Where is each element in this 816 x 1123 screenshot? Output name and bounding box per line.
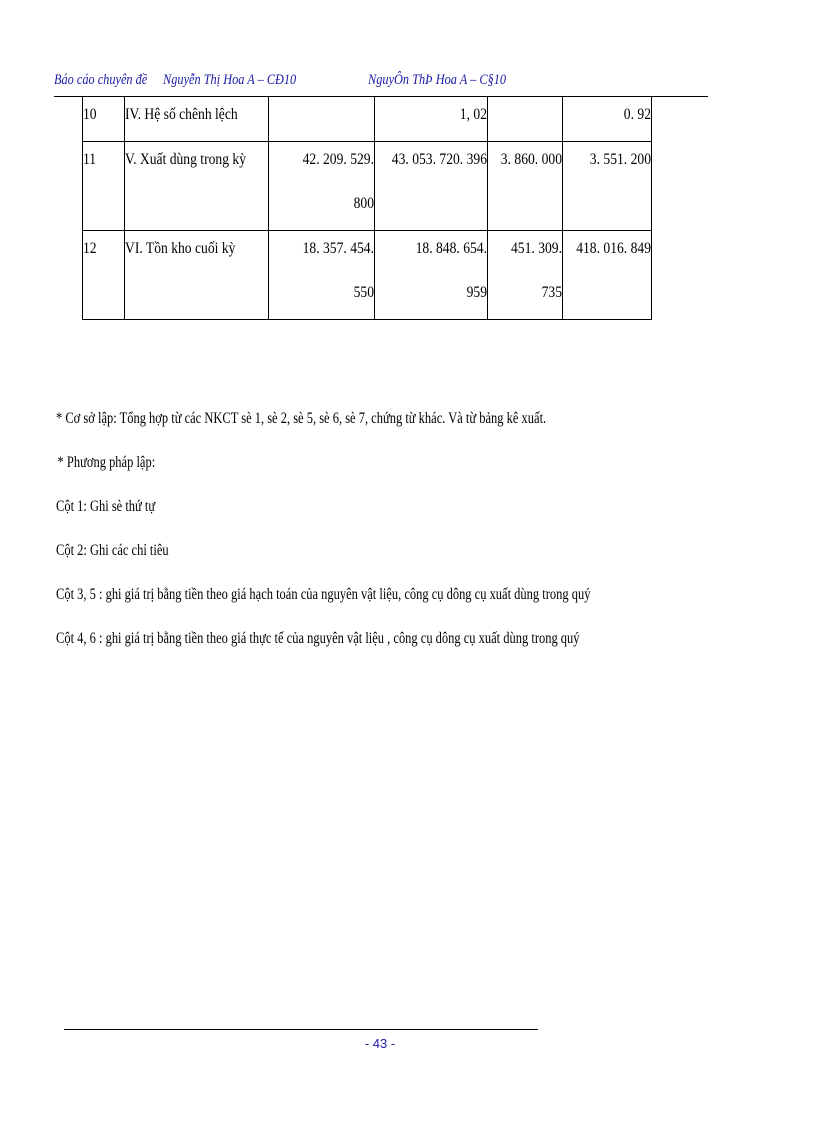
header-report-title: Báo cáo chuyên đề [54, 72, 148, 88]
note-col46: Cột 4, 6 : ghi giá trị bằng tiền theo giá thực tế của nguyên vật liệu , công cụ dông cụ xuất dùng trong quý [56, 630, 580, 647]
cell-col5: 451. 309. 735 [488, 231, 563, 320]
data-table [82, 96, 652, 320]
note-col1: Cột 1: Ghi sè thứ tự [56, 498, 156, 515]
note-col35: Cột 3, 5 : ghi giá trị bằng tiền theo giá hạch toán của nguyên vật liệu, công cụ dông cụ xuất dùng trong quý [56, 586, 591, 603]
row-number: 10 [83, 97, 125, 142]
header-author-legacy-font: NguyÔn ThÞ Hoa A – C§10 [368, 72, 506, 88]
note-method-title: * Phương pháp lập: [57, 454, 156, 471]
cell-col3: 42. 209. 529. 800 [269, 142, 375, 231]
row-number: 12 [83, 231, 125, 320]
cell-col3 [269, 97, 375, 142]
note-col2: Cột 2: Ghi các chỉ tiêu [56, 542, 169, 559]
table-row [83, 142, 652, 231]
notes-section [56, 402, 741, 666]
page-header [54, 72, 595, 94]
row-number: 11 [83, 142, 125, 231]
row-indicator: IV. Hệ số chênh lệch [125, 97, 269, 142]
note-basis: * Cơ sở lập: Tổng hợp từ các NKCT sè 1, sè 2, sè 5, sè 6, sè 7, chứng từ khác. Và từ bảng kê xuất. [56, 410, 547, 427]
cell-col4: 18. 848. 654. 959 [375, 231, 488, 320]
cell-col4: 43. 053. 720. 396 [375, 142, 488, 231]
header-author: Nguyễn Thị Hoa A – CĐ10 [163, 72, 297, 88]
row-indicator: VI. Tồn kho cuối kỳ [125, 231, 269, 320]
row-indicator: V. Xuất dùng trong kỳ [125, 142, 269, 231]
cell-col3: 18. 357. 454. 550 [269, 231, 375, 320]
page-number: - 43 - [364, 1036, 396, 1051]
table-row [83, 231, 652, 320]
cell-col4: 1, 02 [375, 97, 488, 142]
footer-rule [64, 1029, 538, 1030]
table-row [83, 97, 652, 142]
cell-col6: 418. 016. 849 [563, 231, 652, 320]
cell-col5 [488, 97, 563, 142]
cell-col6: 0. 92 [563, 97, 652, 142]
cell-col5: 3. 860. 000 [488, 142, 563, 231]
cell-col6: 3. 551. 200 [563, 142, 652, 231]
